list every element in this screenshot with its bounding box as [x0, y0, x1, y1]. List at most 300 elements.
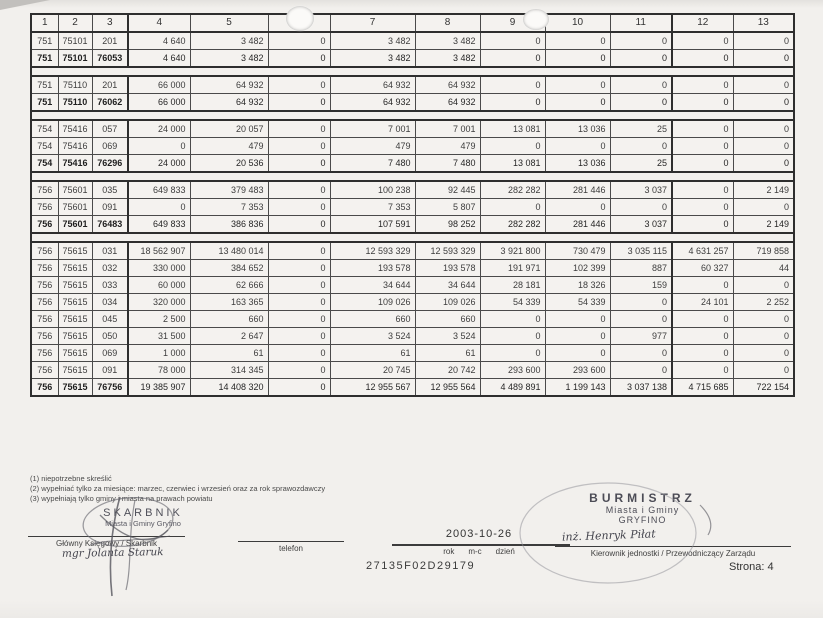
classification-cell: 75615: [58, 277, 92, 294]
classification-cell: 75615: [58, 242, 92, 260]
amount-cell: 12 955 567: [330, 379, 415, 397]
amount-cell: 0: [480, 199, 545, 216]
classification-cell: 091: [92, 199, 128, 216]
table-row: [31, 32, 794, 50]
amount-cell: 0: [545, 50, 610, 68]
amount-cell: 0: [268, 155, 330, 173]
classification-cell: 75416: [58, 155, 92, 173]
amount-cell: 649 833: [128, 181, 190, 199]
amount-cell: 0: [610, 76, 672, 94]
classification-cell: 75615: [58, 294, 92, 311]
amount-cell: 660: [330, 311, 415, 328]
classification-cell: 756: [31, 277, 58, 294]
amount-cell: 0: [672, 76, 733, 94]
amount-cell: 0: [268, 277, 330, 294]
classification-cell: 75615: [58, 362, 92, 379]
amount-cell: 78 000: [128, 362, 190, 379]
classification-cell: 033: [92, 277, 128, 294]
classification-cell: 756: [31, 216, 58, 234]
classification-cell: 756: [31, 294, 58, 311]
classification-cell: 034: [92, 294, 128, 311]
amount-cell: 0: [480, 328, 545, 345]
telefon-label: telefon: [278, 544, 304, 553]
amount-cell: 19 385 907: [128, 379, 190, 397]
table-row: [31, 294, 794, 311]
amount-cell: 722 154: [733, 379, 794, 397]
classification-cell: 756: [31, 328, 58, 345]
classification-cell: 050: [92, 328, 128, 345]
amount-cell: 0: [733, 138, 794, 155]
amount-cell: 0: [268, 362, 330, 379]
amount-cell: 0: [480, 138, 545, 155]
amount-cell: 7 480: [330, 155, 415, 173]
budget-table: [30, 13, 795, 397]
amount-cell: 0: [268, 311, 330, 328]
table-total-row: [31, 379, 794, 397]
date-line: [392, 544, 570, 546]
skarbnik-stamp: [78, 507, 208, 528]
amount-cell: 3 482: [330, 32, 415, 50]
classification-cell: 035: [92, 181, 128, 199]
section-spacer: [31, 67, 794, 76]
amount-cell: 5 807: [415, 199, 480, 216]
amount-cell: 719 858: [733, 242, 794, 260]
amount-cell: 281 446: [545, 216, 610, 234]
amount-cell: 20 745: [330, 362, 415, 379]
amount-cell: 293 600: [545, 362, 610, 379]
amount-cell: 0: [545, 199, 610, 216]
amount-cell: 0: [268, 260, 330, 277]
amount-cell: 54 339: [480, 294, 545, 311]
classification-cell: 76053: [92, 50, 128, 68]
table-row: [31, 260, 794, 277]
amount-cell: 64 932: [330, 94, 415, 112]
table-row: [31, 311, 794, 328]
amount-cell: 193 578: [330, 260, 415, 277]
table-row: [31, 199, 794, 216]
amount-cell: 0: [733, 32, 794, 50]
classification-cell: 756: [31, 345, 58, 362]
amount-cell: 0: [545, 328, 610, 345]
table-header-row: [31, 14, 794, 32]
amount-cell: 0: [672, 277, 733, 294]
table-total-row: [31, 216, 794, 234]
amount-cell: 28 181: [480, 277, 545, 294]
date-unit-dzien: dzień: [495, 547, 515, 556]
stamp-line2: Miasta i Gminy: [605, 505, 680, 515]
amount-cell: 24 000: [128, 155, 190, 173]
amount-cell: 24 101: [672, 294, 733, 311]
table-row: [31, 277, 794, 294]
column-header: 5: [190, 14, 268, 32]
classification-cell: 091: [92, 362, 128, 379]
classification-cell: 75615: [58, 260, 92, 277]
stamp-title: BURMISTRZ: [589, 491, 696, 505]
classification-cell: 75615: [58, 311, 92, 328]
classification-cell: 76483: [92, 216, 128, 234]
amount-cell: 0: [672, 94, 733, 112]
amount-cell: 0: [733, 94, 794, 112]
amount-cell: 0: [733, 277, 794, 294]
amount-cell: 0: [610, 311, 672, 328]
section-spacer: [31, 233, 794, 242]
classification-cell: 75110: [58, 76, 92, 94]
classification-cell: 201: [92, 76, 128, 94]
amount-cell: 92 445: [415, 181, 480, 199]
amount-cell: 60 327: [672, 260, 733, 277]
amount-cell: 0: [545, 94, 610, 112]
amount-cell: 3 035 115: [610, 242, 672, 260]
amount-cell: 3 524: [415, 328, 480, 345]
amount-cell: 0: [672, 345, 733, 362]
date-unit-labels: [414, 547, 544, 556]
classification-cell: 069: [92, 138, 128, 155]
amount-cell: 163 365: [190, 294, 268, 311]
amount-cell: 0: [480, 50, 545, 68]
amount-cell: 64 932: [190, 94, 268, 112]
amount-cell: 330 000: [128, 260, 190, 277]
classification-cell: 75101: [58, 32, 92, 50]
section-spacer: [31, 172, 794, 181]
amount-cell: 98 252: [415, 216, 480, 234]
amount-cell: 479: [330, 138, 415, 155]
role-label: Kierownik jednostki / Przewodniczący Zarządu: [590, 549, 756, 558]
amount-cell: 7 001: [415, 120, 480, 138]
amount-cell: 0: [672, 311, 733, 328]
classification-cell: 75416: [58, 138, 92, 155]
amount-cell: 193 578: [415, 260, 480, 277]
amount-cell: 18 562 907: [128, 242, 190, 260]
amount-cell: 320 000: [128, 294, 190, 311]
amount-cell: 0: [268, 76, 330, 94]
amount-cell: 0: [733, 120, 794, 138]
amount-cell: 3 524: [330, 328, 415, 345]
stamp-title: SKARBNIK: [103, 507, 183, 519]
classification-cell: 754: [31, 138, 58, 155]
amount-cell: 0: [610, 294, 672, 311]
amount-cell: 2 149: [733, 216, 794, 234]
amount-cell: 12 593 329: [330, 242, 415, 260]
amount-cell: 0: [268, 50, 330, 68]
amount-cell: 25: [610, 155, 672, 173]
amount-cell: 0: [545, 311, 610, 328]
footnote-1: (1) niepotrzebne skreślić: [30, 474, 112, 483]
amount-cell: 4 715 685: [672, 379, 733, 397]
amount-cell: 0: [480, 311, 545, 328]
classification-cell: 756: [31, 260, 58, 277]
classification-cell: 756: [31, 311, 58, 328]
amount-cell: 61: [415, 345, 480, 362]
column-header: 12: [672, 14, 733, 32]
classification-cell: 045: [92, 311, 128, 328]
amount-cell: 887: [610, 260, 672, 277]
amount-cell: 31 500: [128, 328, 190, 345]
amount-cell: 0: [610, 94, 672, 112]
hole-punch: [286, 6, 314, 31]
amount-cell: 13 036: [545, 120, 610, 138]
column-header: 11: [610, 14, 672, 32]
classification-cell: 75601: [58, 199, 92, 216]
amount-cell: 386 836: [190, 216, 268, 234]
amount-cell: 66 000: [128, 94, 190, 112]
amount-cell: 12 593 329: [415, 242, 480, 260]
amount-cell: 660: [190, 311, 268, 328]
amount-cell: 379 483: [190, 181, 268, 199]
amount-cell: 44: [733, 260, 794, 277]
amount-cell: 0: [672, 199, 733, 216]
column-header: 2: [58, 14, 92, 32]
amount-cell: 64 932: [415, 76, 480, 94]
section-spacer: [31, 111, 794, 120]
amount-cell: 109 026: [415, 294, 480, 311]
column-header: 13: [733, 14, 794, 32]
amount-cell: 0: [610, 345, 672, 362]
amount-cell: 0: [672, 181, 733, 199]
amount-cell: 64 932: [415, 94, 480, 112]
table-row: [31, 328, 794, 345]
amount-cell: 0: [480, 76, 545, 94]
amount-cell: 0: [268, 242, 330, 260]
amount-cell: 660: [415, 311, 480, 328]
amount-cell: 3 037: [610, 181, 672, 199]
classification-cell: 751: [31, 32, 58, 50]
amount-cell: 0: [480, 94, 545, 112]
amount-cell: 13 480 014: [190, 242, 268, 260]
table-row: [31, 120, 794, 138]
amount-cell: 649 833: [128, 216, 190, 234]
amount-cell: 64 932: [190, 76, 268, 94]
classification-cell: 76296: [92, 155, 128, 173]
signature-name: inż. Henryk Piłat: [561, 527, 656, 544]
amount-cell: 0: [268, 199, 330, 216]
classification-cell: 756: [31, 362, 58, 379]
amount-cell: 0: [545, 345, 610, 362]
amount-cell: 191 971: [480, 260, 545, 277]
amount-cell: 3 482: [415, 32, 480, 50]
amount-cell: 0: [672, 32, 733, 50]
signature-name: mgr Jolanta Staruk: [61, 546, 164, 560]
stamp-subtitle: Miasta i Gminy Gryfino: [105, 519, 181, 528]
column-header: 9: [480, 14, 545, 32]
amount-cell: 314 345: [190, 362, 268, 379]
footnote-2: (2) wypełniać tylko za miesiące: marzec, czerwiec i wrzesień oraz za rok sprawozdawczy: [30, 484, 326, 493]
date-unit-rok: rok: [443, 547, 455, 556]
amount-cell: 281 446: [545, 181, 610, 199]
burmistrz-stamp: [570, 491, 715, 525]
amount-cell: 2 149: [733, 181, 794, 199]
amount-cell: 479: [190, 138, 268, 155]
amount-cell: 0: [610, 362, 672, 379]
table-row: [31, 138, 794, 155]
amount-cell: 18 326: [545, 277, 610, 294]
report-date: 2003-10-26: [445, 528, 513, 540]
amount-cell: 0: [672, 138, 733, 155]
amount-cell: 20 057: [190, 120, 268, 138]
classification-cell: 756: [31, 199, 58, 216]
amount-cell: 0: [733, 362, 794, 379]
amount-cell: 0: [610, 50, 672, 68]
amount-cell: 0: [733, 199, 794, 216]
amount-cell: 102 399: [545, 260, 610, 277]
table-row: [31, 242, 794, 260]
classification-cell: 032: [92, 260, 128, 277]
amount-cell: 0: [128, 138, 190, 155]
classification-cell: 75601: [58, 216, 92, 234]
amount-cell: 24 000: [128, 120, 190, 138]
classification-cell: 756: [31, 181, 58, 199]
classification-cell: 751: [31, 94, 58, 112]
classification-cell: 75615: [58, 328, 92, 345]
classification-cell: 756: [31, 242, 58, 260]
amount-cell: 0: [672, 120, 733, 138]
form-code: 27135F02D29179: [366, 560, 476, 572]
amount-cell: 0: [672, 328, 733, 345]
amount-cell: 2 647: [190, 328, 268, 345]
classification-cell: 031: [92, 242, 128, 260]
column-header: 10: [545, 14, 610, 32]
table-row: [31, 362, 794, 379]
amount-cell: 159: [610, 277, 672, 294]
amount-cell: 2 252: [733, 294, 794, 311]
amount-cell: 282 282: [480, 181, 545, 199]
amount-cell: 0: [672, 362, 733, 379]
classification-cell: 75615: [58, 379, 92, 397]
amount-cell: 479: [415, 138, 480, 155]
amount-cell: 3 037: [610, 216, 672, 234]
classification-cell: 754: [31, 120, 58, 138]
column-header: 1: [31, 14, 58, 32]
amount-cell: 0: [610, 199, 672, 216]
amount-cell: 0: [268, 94, 330, 112]
telefon-line: [238, 541, 344, 542]
amount-cell: 64 932: [330, 76, 415, 94]
amount-cell: 384 652: [190, 260, 268, 277]
classification-cell: 76756: [92, 379, 128, 397]
column-header: 8: [415, 14, 480, 32]
amount-cell: 0: [480, 32, 545, 50]
amount-cell: 4 640: [128, 32, 190, 50]
amount-cell: 61: [190, 345, 268, 362]
amount-cell: 0: [733, 311, 794, 328]
amount-cell: 0: [268, 345, 330, 362]
amount-cell: 7 480: [415, 155, 480, 173]
amount-cell: 13 081: [480, 155, 545, 173]
amount-cell: 0: [268, 216, 330, 234]
page-number: Strona: 4: [729, 561, 774, 573]
signature-line: [28, 536, 185, 537]
amount-cell: 61: [330, 345, 415, 362]
amount-cell: 0: [610, 32, 672, 50]
amount-cell: 977: [610, 328, 672, 345]
amount-cell: 0: [268, 138, 330, 155]
classification-cell: 75101: [58, 50, 92, 68]
date-unit-mc: m-c: [468, 547, 482, 556]
amount-cell: 0: [268, 328, 330, 345]
classification-cell: 75110: [58, 94, 92, 112]
classification-cell: 069: [92, 345, 128, 362]
amount-cell: 282 282: [480, 216, 545, 234]
hole-punch: [523, 9, 549, 30]
classification-cell: 75601: [58, 181, 92, 199]
table-total-row: [31, 155, 794, 173]
amount-cell: 3 921 800: [480, 242, 545, 260]
classification-cell: 751: [31, 76, 58, 94]
amount-cell: 0: [268, 294, 330, 311]
amount-cell: 0: [733, 345, 794, 362]
stamp-line3: GRYFINO: [618, 515, 667, 525]
amount-cell: 7 353: [190, 199, 268, 216]
classification-cell: 057: [92, 120, 128, 138]
amount-cell: 0: [610, 138, 672, 155]
amount-cell: 0: [733, 155, 794, 173]
classification-cell: 76062: [92, 94, 128, 112]
classification-cell: 75615: [58, 345, 92, 362]
amount-cell: 0: [545, 138, 610, 155]
amount-cell: 730 479: [545, 242, 610, 260]
amount-cell: 0: [545, 32, 610, 50]
amount-cell: 107 591: [330, 216, 415, 234]
amount-cell: 0: [268, 379, 330, 397]
table-row: [31, 76, 794, 94]
amount-cell: 3 482: [190, 32, 268, 50]
amount-cell: 25: [610, 120, 672, 138]
amount-cell: 66 000: [128, 76, 190, 94]
amount-cell: 7 353: [330, 199, 415, 216]
amount-cell: 3 037 138: [610, 379, 672, 397]
column-header: 3: [92, 14, 128, 32]
amount-cell: 13 081: [480, 120, 545, 138]
amount-cell: 293 600: [480, 362, 545, 379]
table-total-row: [31, 94, 794, 112]
amount-cell: 2 500: [128, 311, 190, 328]
amount-cell: 0: [545, 76, 610, 94]
footnote-3: (3) wypełniają tylko gminy i miasta na prawach powiatu: [30, 494, 213, 503]
classification-cell: 756: [31, 379, 58, 397]
table-row: [31, 181, 794, 199]
amount-cell: 109 026: [330, 294, 415, 311]
amount-cell: 0: [128, 199, 190, 216]
amount-cell: 7 001: [330, 120, 415, 138]
amount-cell: 12 955 564: [415, 379, 480, 397]
classification-cell: 201: [92, 32, 128, 50]
classification-cell: 751: [31, 50, 58, 68]
table-total-row: [31, 50, 794, 68]
signature-line: [555, 546, 791, 547]
amount-cell: 4 640: [128, 50, 190, 68]
amount-cell: 1 199 143: [545, 379, 610, 397]
amount-cell: 3 482: [190, 50, 268, 68]
footnotes: [30, 474, 325, 504]
classification-cell: 754: [31, 155, 58, 173]
amount-cell: 0: [672, 155, 733, 173]
amount-cell: 13 036: [545, 155, 610, 173]
amount-cell: 100 238: [330, 181, 415, 199]
amount-cell: 3 482: [330, 50, 415, 68]
amount-cell: 62 666: [190, 277, 268, 294]
amount-cell: 34 644: [330, 277, 415, 294]
amount-cell: 4 631 257: [672, 242, 733, 260]
amount-cell: 3 482: [415, 50, 480, 68]
amount-cell: 4 489 891: [480, 379, 545, 397]
amount-cell: 0: [268, 32, 330, 50]
amount-cell: 0: [672, 50, 733, 68]
amount-cell: 20 536: [190, 155, 268, 173]
amount-cell: 0: [268, 181, 330, 199]
amount-cell: 0: [672, 216, 733, 234]
amount-cell: 54 339: [545, 294, 610, 311]
column-header: 4: [128, 14, 190, 32]
amount-cell: 1 000: [128, 345, 190, 362]
